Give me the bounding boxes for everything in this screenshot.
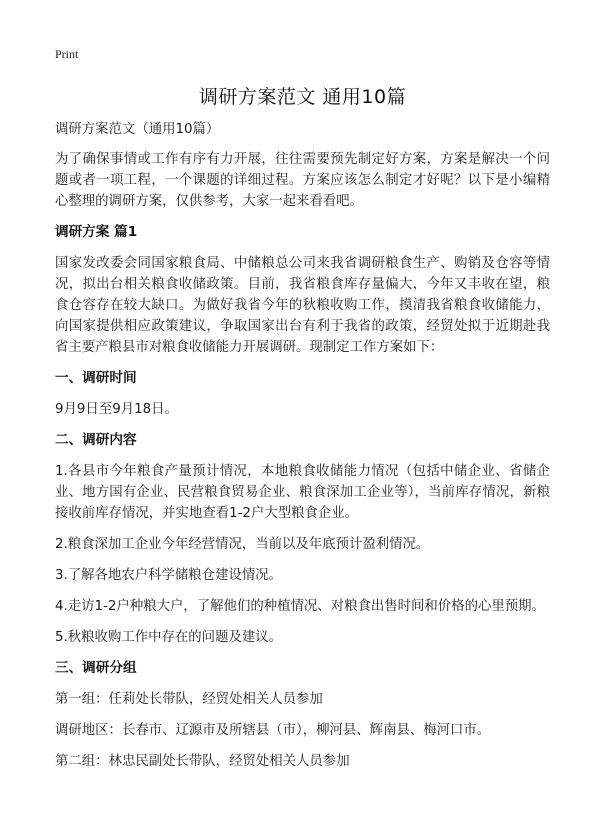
- intro-paragraph: 为了确保事情或工作有序有力开展，往往需要预先制定好方案，方案是解决一个问题或者一项工程，一个课题的详细过程。方案应该怎么制定才好呢？以下是小编精心整理的调研方案，仅供参考，大家一起来看看吧。: [55, 152, 550, 209]
- part3-line: 调研地区：长春市、辽源市及所辖县（市），柳河县、辉南县、梅河口市。: [55, 723, 491, 738]
- section1-intro-paragraph: 国家发改委会同国家粮食局、中储粮总公司来我省调研粮食生产、购销及仓容等情况，拟出台相关粮食收储政策。目前，我省粮食库存量偏大，今年又丰收在望，粮食仓容存在较大缺口。为做好我省今年的秋粮收购工作，摸清我省粮食收储能力，向国家提供相应政策建议，争取国家出台有利于我省的政策，经贸处拟于近期赴我省主要产粮县市对粮食收储能力开展调研。现制定工作方案如下：: [55, 256, 550, 355]
- print-link[interactable]: Print: [55, 47, 79, 61]
- part2-item: 2.粮食深加工企业今年经营情况，当前以及年底预计盈利情况。: [55, 537, 430, 552]
- part2-item: 3.了解各地农户科学储粮仓建设情况。: [55, 568, 283, 583]
- part3-heading: 三、调研分组: [55, 660, 137, 676]
- part2-item: 5.秋粮收购工作中存在的问题及建议。: [55, 630, 283, 645]
- part2-item: 1.各县市今年粮食产量预计情况，本地粮食收储能力情况（包括中储企业、省储企业、地方国有企业、民营粮食贸易企业、粮食深加工企业等），当前库存情况，新粮接收前库存情况，并实地查看1-2户大型粮食企业。: [55, 464, 550, 521]
- part3-line: 第一组：任莉处长带队，经贸处相关人员参加: [55, 692, 323, 707]
- part1-heading: 一、调研时间: [55, 370, 137, 386]
- document-body: [55, 119, 550, 782]
- part3-line: 第二组：林忠民副处长带队，经贸处相关人员参加: [55, 754, 350, 769]
- page-title: 调研方案范文 通用10篇: [198, 86, 407, 108]
- section-heading-1: 调研方案 篇1: [55, 224, 138, 240]
- part2-item: 4.走访1-2户种粮大户，了解他们的种植情况、对粮食出售时间和价格的心里预期。: [55, 599, 545, 614]
- part2-heading: 二、调研内容: [55, 432, 137, 448]
- document-subtitle: 调研方案范文（通用10篇）: [55, 122, 220, 137]
- part1-text: 9月9日至9月18日。: [55, 402, 178, 417]
